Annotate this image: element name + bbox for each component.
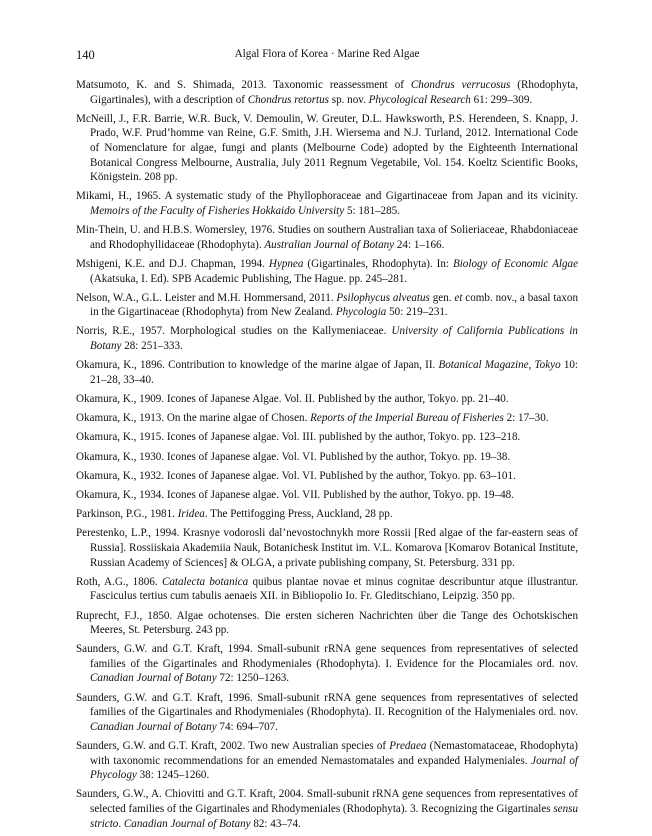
reference-italic-text: Phycological Research xyxy=(368,93,471,106)
reference-text: . xyxy=(118,817,124,830)
reference-text: Okamura, K., 1896. Contribution to knowledge of the marine algae of Japan, II. xyxy=(76,359,439,372)
reference-text: (Gigartinales, Rhodophyta). In: xyxy=(303,257,453,270)
reference-entry xyxy=(76,575,578,604)
reference-italic-text: Psilophycus alveatus xyxy=(336,291,430,304)
reference-entry xyxy=(76,392,578,407)
reference-entry xyxy=(76,430,578,445)
reference-text: Okamura, K., 1932. Icones of Japanese algae. Vol. VI. Published by the author, Tokyo. pp. 63–101. xyxy=(76,469,516,482)
reference-entry xyxy=(76,223,578,252)
reference-text: 2: 17–30. xyxy=(503,412,549,425)
reference-text: quibus plantae novae et minus cognitae describuntur atque illustrantur. Fasciculus tertius cum tabulis aenaeis XII. in Bibliopolio Io. Fr. Gleditschiano, Leipzig. 350 pp. xyxy=(90,575,578,603)
reference-text: Okamura, K., 1930. Icones of Japanese algae. Vol. VI. Published by the author, Tokyo. pp. 19–38. xyxy=(76,450,511,463)
reference-text: (Nemastomataceae, Rhodophyta) with taxonomic recommendations for an emended Nemastomatales and expanded Halymeniales. xyxy=(90,740,578,767)
reference-italic-text: Phycologia xyxy=(335,306,387,319)
reference-entry xyxy=(76,411,578,426)
reference-entry xyxy=(76,787,578,831)
reference-italic-text: Journal of Phycology xyxy=(90,754,578,782)
reference-text: Saunders, G.W. and G.T. Kraft, 1994. Small-subunit rRNA gene sequences from representatives of selected families of the Gigartinales and Rhodymeniales (Rhodophyta). I. Evidence for the Plocamiales ord. nov. xyxy=(76,643,578,670)
reference-text: Roth, A.G., 1806. xyxy=(76,575,162,588)
reference-text: Mshigeni, K.E. and D.J. Chapman, 1994. xyxy=(76,257,269,270)
reference-text: . The Pettifogging Press, Auckland, 28 pp. xyxy=(204,508,393,521)
page-header xyxy=(76,48,578,64)
reference-text: 50: 219–231. xyxy=(386,306,448,319)
reference-text: 28: 251–333. xyxy=(121,340,183,353)
reference-text: Saunders, G.W., A. Chiovitti and G.T. Kraft, 2004. Small-subunit rRNA gene sequences from representatives of selected families of the Gigartinales and Rhodymeniales (Rhodophyta). 3. Recognizing the Gigartinales xyxy=(76,788,578,815)
reference-entry xyxy=(76,609,578,638)
reference-italic-text: Canadian Journal of Botany xyxy=(90,672,217,685)
reference-italic-text: Biology of Economic Algae xyxy=(452,257,578,270)
reference-text: Okamura, K., 1913. On the marine algae of Chosen. xyxy=(76,412,311,425)
reference-entry xyxy=(76,507,578,522)
reference-text: 61: 299–309. xyxy=(470,93,533,106)
reference-italic-text: et xyxy=(454,291,463,304)
reference-list xyxy=(76,78,578,836)
reference-text: Saunders, G.W. and G.T. Kraft, 1996. Small-subunit rRNA gene sequences from representatives of selected families of the Gigartinales and Rhodymeniales (Rhodophyta). II. Recognition of the Halymeniales ord. nov. xyxy=(76,691,578,719)
reference-entry xyxy=(76,324,578,353)
reference-text: Saunders, G.W. and G.T. Kraft, 2002. Two new Australian species of xyxy=(76,740,390,753)
reference-italic-text: Iridea xyxy=(177,508,205,521)
reference-text: McNeill, J., F.R. Barrie, W.R. Buck, V. Demoulin, W. Greuter, D.L. Hawksworth, P.S. Herendeen, S. Knapp, J. Prado, W.F. Prud’homme van Reine, G.F. Smith, J.H. Wiersema and N.J. Turland, 2012. International Code of Nomenclature for algae, fungi and plants (Melbourne Code) adopted by the Eighteenth International Botanical Congress Melbourne, Australia, July 2011 Regnum Vegetabile, Vol. 154. Koeltz Scientific Books, Königstein. 208 pp. xyxy=(76,112,578,184)
reference-text: Matsumoto, K. and S. Shimada, 2013. Taxonomic reassessment of xyxy=(76,79,411,91)
reference-text: 82: 43–74. xyxy=(250,817,301,830)
reference-text: Norris, R.E., 1957. Morphological studies on the Kallymeniaceae. xyxy=(76,325,392,338)
reference-text: Mikami, H., 1965. A systematic study of the Phyllophoraceae and Gigartinaceae from Japan and its vicinity. xyxy=(76,190,578,203)
reference-text: 74: 694–707. xyxy=(216,720,278,733)
reference-entry xyxy=(76,691,578,735)
reference-text: Okamura, K., 1909. Icones of Japanese Algae. Vol. II. Published by the author, Tokyo. pp. 21–40. xyxy=(76,393,509,406)
reference-entry xyxy=(76,488,578,503)
reference-italic-text: Memoirs of the Faculty of Fisheries Hokkaido University xyxy=(90,204,345,217)
reference-entry xyxy=(76,642,578,686)
reference-entry xyxy=(76,739,578,783)
reference-entry xyxy=(76,291,578,320)
reference-italic-text: Reports of the Imperial Bureau of Fisheries xyxy=(310,412,504,425)
reference-entry xyxy=(76,78,578,107)
reference-italic-text: Predaea xyxy=(389,740,427,753)
reference-entry xyxy=(76,257,578,286)
reference-text: 10: 21–28, 33–40. xyxy=(90,359,578,386)
reference-italic-text: Chondrus retortus xyxy=(247,93,329,106)
reference-entry xyxy=(76,189,578,218)
reference-text: Okamura, K., 1915. Icones of Japanese algae. Vol. III. published by the author, Tokyo. pp. 123–218. xyxy=(76,431,521,444)
running-title: Algal Flora of Korea · Marine Red Algae xyxy=(234,48,420,60)
reference-italic-text: Australian Journal of Botany xyxy=(264,238,395,251)
reference-text: Min-Thein, U. and H.B.S. Womersley, 1976. Studies on southern Australian taxa of Solieriaceae, Rhabdoniaceae and Rhodophyllidaceae (Rhodophyta). xyxy=(76,224,578,251)
reference-text: Parkinson, P.G., 1981. xyxy=(76,508,178,521)
reference-text: Perestenko, L.P., 1994. Krasnye vodorosli dal’nevostochnykh more Rossii [Red algae of the far-eastern seas of Russia]. Rossiiskaia Akademiia Nauk, Botanichesk Institut im. V.L. Komarova [Komarov Botanical Institute, Russian Academy of Sciences] & OLGA, a private publishing company, St. Petersburg. 331 pp. xyxy=(76,527,578,569)
reference-entry xyxy=(76,112,578,185)
reference-italic-text: Chondrus verrucosus xyxy=(410,79,511,91)
reference-text: Nelson, W.A., G.L. Leister and M.H. Hommersand, 2011. xyxy=(76,291,337,304)
reference-italic-text: Catalecta botanica xyxy=(161,575,249,588)
reference-text: 38: 1245–1260. xyxy=(136,769,210,782)
reference-italic-text: Hypnea xyxy=(268,257,304,270)
reference-italic-text: Canadian Journal of Botany xyxy=(90,720,217,733)
reference-text: (Rhodophyta, Gigartinales), with a description of xyxy=(90,79,578,106)
reference-italic-text: University of California Publications in Botany xyxy=(90,325,578,353)
reference-entry xyxy=(76,526,578,570)
reference-italic-text: sensu stricto xyxy=(90,803,578,830)
reference-entry xyxy=(76,358,578,387)
reference-text: sp. nov. xyxy=(329,93,369,106)
reference-italic-text: Botanical Magazine, Tokyo xyxy=(438,359,561,372)
reference-italic-text: Canadian Journal of Botany xyxy=(123,817,251,830)
reference-text: (Akatsuka, I. Ed). SPB Academic Publishing, The Hague. pp. 245–281. xyxy=(90,272,408,285)
reference-text: gen. xyxy=(429,291,455,304)
reference-text: Ruprecht, F.J., 1850. Algae ochotenses. Die ersten sicheren Nachrichten über die Tange des Ochotskischen Meeres, St. Petersburg. 243 pp. xyxy=(76,609,578,637)
reference-entry xyxy=(76,450,578,465)
reference-text: 24: 1–166. xyxy=(394,238,445,251)
reference-entry xyxy=(76,469,578,484)
reference-text: Okamura, K., 1934. Icones of Japanese algae. Vol. VII. Published by the author, Tokyo. pp. 19–48. xyxy=(76,488,514,501)
reference-text: comb. nov., a basal taxon in the Gigartinaceae (Rhodophyta) from New Zealand. xyxy=(90,291,578,319)
page-number: 140 xyxy=(76,48,95,62)
reference-text: 72: 1250–1263. xyxy=(216,672,290,685)
reference-text: 5: 181–285. xyxy=(344,204,400,217)
